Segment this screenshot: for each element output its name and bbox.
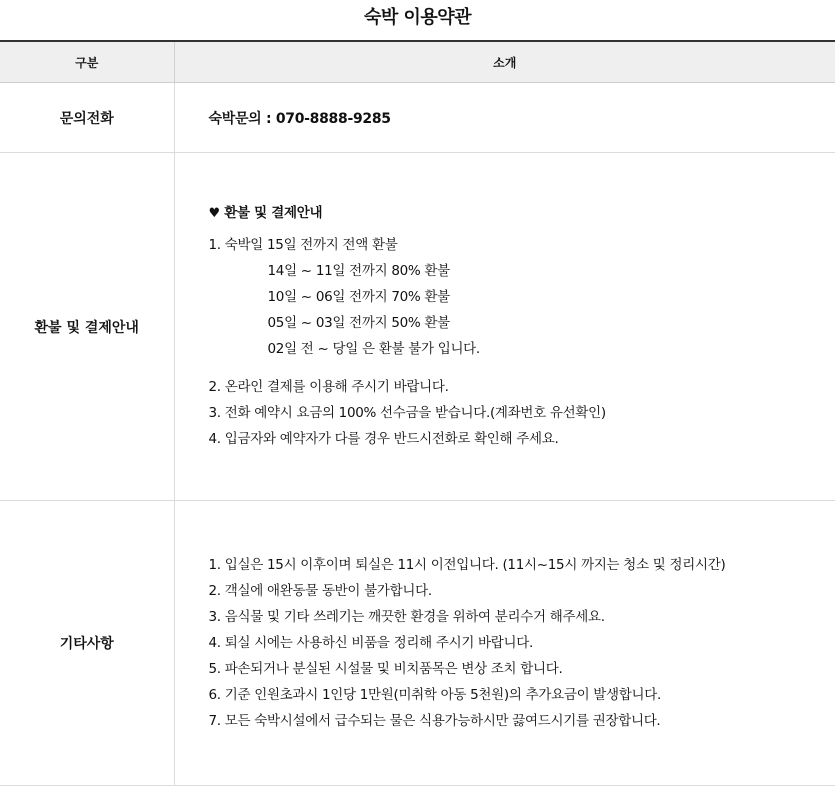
etc-item-7: 7. 모든 숙박시설에서 급수되는 물은 식용가능하시만 끓여드시기를 권장합니다. (208, 713, 661, 729)
refund-subitem: 05일 ~ 03일 전까지 50% 환불 (267, 315, 450, 331)
row-label-phone: 문의전화 (0, 83, 174, 153)
row-label-refund: 환불 및 결제안내 (0, 153, 174, 501)
table-row-phone (0, 83, 835, 153)
refund-subitem: 14일 ~ 11일 전까지 80% 환불 (267, 263, 450, 279)
phone-number-text: 숙박문의 : 070-8888-9285 (208, 110, 391, 127)
etc-item-2: 2. 객실에 애완동물 동반이 불가합니다. (208, 583, 432, 599)
refund-item-1: 1. 숙박일 15일 전까지 전액 환불 (208, 237, 398, 253)
refund-subitem: 10일 ~ 06일 전까지 70% 환불 (267, 289, 450, 305)
etc-item-4: 4. 퇴실 시에는 사용하신 비품을 정리해 주시기 바랍니다. (208, 635, 534, 651)
etc-item-3: 3. 음식물 및 기타 쓰레기는 깨끗한 환경을 위하여 분리수거 해주세요. (208, 609, 605, 625)
table-header-row (0, 41, 835, 83)
row-label-etc: 기타사항 (0, 501, 174, 786)
table-row-refund (0, 153, 835, 501)
etc-item-6: 6. 기준 인원초과시 1인당 1만원(미취학 아동 5천원)의 추가요금이 발생합니다. (208, 687, 661, 703)
header-category: 구분 (0, 41, 174, 83)
header-description: 소개 (174, 41, 835, 83)
table-row-etc (0, 501, 835, 786)
refund-heading-text: 환불 및 결제안내 (224, 205, 323, 221)
row-content-etc (174, 501, 835, 786)
refund-subitem: 02일 전 ~ 당일 은 환불 불가 입니다. (267, 341, 480, 357)
refund-item-3: 3. 전화 예약시 요금의 100% 선수금을 받습니다.(계좌번호 유선확인) (208, 405, 606, 421)
row-content-phone (174, 83, 835, 153)
etc-item-5: 5. 파손되거나 분실된 시설물 및 비치품목은 변상 조치 합니다. (208, 661, 563, 677)
heart-icon: ♥ (208, 206, 220, 221)
row-content-refund (174, 153, 835, 501)
terms-table (0, 40, 835, 786)
refund-heading (209, 201, 835, 221)
page-title: 숙박 이용약관 (363, 7, 472, 28)
refund-item-4: 4. 입금자와 예약자가 다를 경우 반드시전화로 확인해 주세요. (208, 431, 559, 447)
refund-item-2: 2. 온라인 결제를 이용해 주시기 바랍니다. (208, 379, 449, 395)
etc-item-1: 1. 입실은 15시 이후이며 퇴실은 11시 이전입니다. (11시~15시 까지는 청소 및 정리시간) (208, 557, 726, 573)
